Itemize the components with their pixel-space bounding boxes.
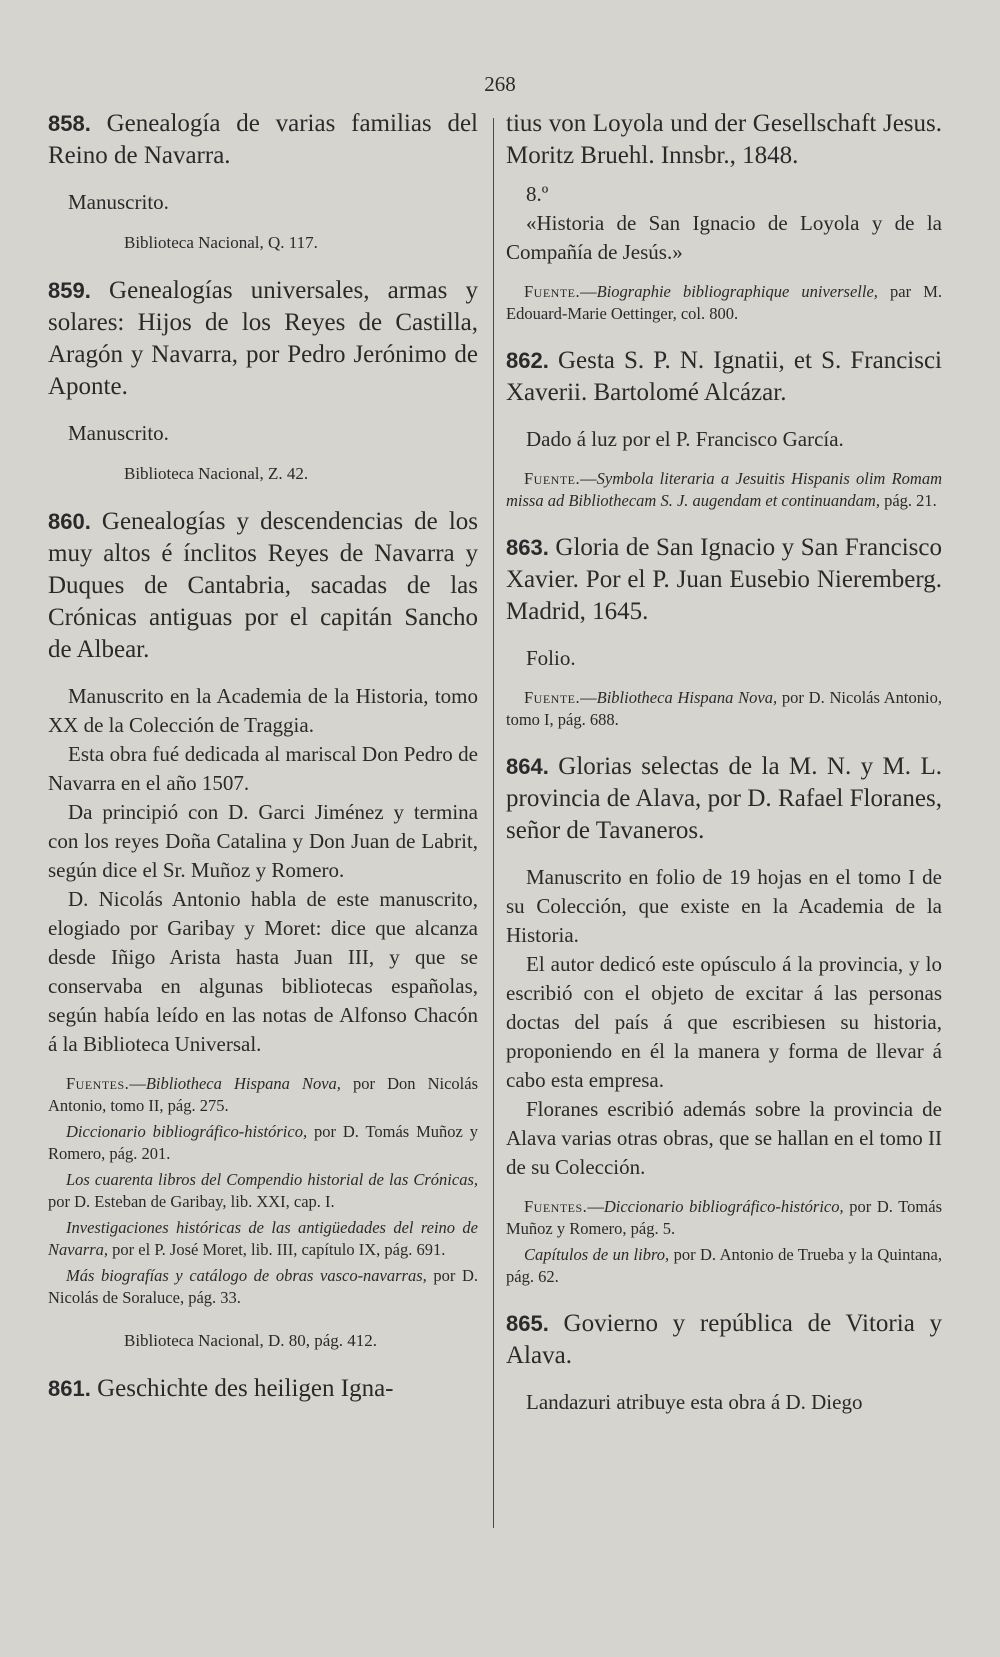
source-citation: Fuentes.—Diccionario bibliográfico-histórico, por D. Tomás Muñoz y Romero, pág. 5. xyxy=(506,1197,942,1238)
entry-title-text: Genealogías y descendencias de los muy altos é ínclitos Reyes de Navarra y Duques de Cantabria, sacadas de las Crónicas antiguas por el capitán Sancho de Albear. xyxy=(48,508,479,663)
entry-number: 865. xyxy=(506,1311,549,1336)
source-title: Investigaciones históricas de las antigüedades del reino de Navarra, xyxy=(48,1218,478,1259)
entry-number: 861. xyxy=(48,1376,91,1401)
entry-title xyxy=(48,1373,478,1405)
entry-title-text: Genealogías universales, armas y solares: Hijos de los Reyes de Castilla, Aragón y Navarra, por Pedro Jerónimo de Aponte. xyxy=(48,277,479,400)
source-lead: Fuente. xyxy=(524,469,581,488)
source-detail: pág. 21. xyxy=(884,491,937,510)
column-divider xyxy=(493,118,494,1528)
entry-paragraph: Floranes escribió además sobre la provincia de Alava varias otras obras, que se hallan en el tomo II de su Colección. xyxy=(506,1097,942,1179)
entry-title-text: Glorias selectas de la M. N. y M. L. provincia de Alava, por D. Rafael Floranes, señor de Tavaneros. xyxy=(506,753,942,844)
entry-863 xyxy=(506,532,942,731)
entry-number: 864. xyxy=(506,754,549,779)
entry-859 xyxy=(48,275,478,486)
entry-paragraph: Da principió con D. Garci Jiménez y termina con los reyes Doña Catalina y Don Juan de Labrit, según dice el Sr. Muñoz y Romero. xyxy=(48,800,478,882)
entry-number: 858. xyxy=(48,111,91,136)
entry-title xyxy=(506,532,942,628)
source-citation: Fuente.—Biographie bibliographique universelle, par M. Edouard-Marie Oettinger, col. 800. xyxy=(506,282,942,323)
source-detail: por Don Nicolás Antonio, tomo II, pág. 275. xyxy=(48,1074,478,1115)
source-title: Symbola literaria a Jesuitis Hispanis olim Romam missa ad Bibliothecam S. J. augendam et continuandam, xyxy=(506,469,942,510)
entry-title-text: Gesta S. P. N. Ignatii, et S. Francisci Xaverii. Bartolomé Alcázar. xyxy=(506,347,943,406)
source-lead: Fuente. xyxy=(524,688,581,707)
entry-title xyxy=(48,275,478,403)
source-title: Más biografías y catálogo de obras vasco-navarras, xyxy=(66,1266,427,1285)
source-detail: por D. Antonio de Trueba y la Quintana, pág. 62. xyxy=(506,1245,943,1286)
entry-865 xyxy=(506,1308,942,1417)
source-citation: Fuente.—Bibliotheca Hispana Nova, por D. Nicolás Antonio, tomo I, pág. 688. xyxy=(506,688,942,729)
source-title: Bibliotheca Hispana Nova, xyxy=(145,1074,341,1093)
source-title: Los cuarenta libros del Compendio historial de las Crónicas, xyxy=(66,1170,478,1189)
source-lead: Fuentes. xyxy=(66,1074,130,1093)
source-title: Capítulos de un libro, xyxy=(524,1245,670,1264)
left-column xyxy=(48,108,478,1421)
entry-quote: «Historia de San Ignacio de Loyola y de la Compañía de Jesús.» xyxy=(506,211,942,264)
library-location: Biblioteca Nacional, Z. 42. xyxy=(124,464,309,483)
right-column xyxy=(506,108,942,1417)
source-citation xyxy=(48,1217,478,1261)
entry-number: 863. xyxy=(506,535,549,560)
entry-note: Landazuri atribuye esta obra á D. Diego xyxy=(526,1390,863,1414)
entry-title xyxy=(48,108,478,172)
entry-title-text: Geschichte des heiligen Igna- xyxy=(97,1375,394,1402)
entry-paragraph: Manuscrito en folio de 19 hojas en el tomo I de su Colección, que existe en la Academia de la Historia. xyxy=(506,865,942,947)
entry-note: Manuscrito. xyxy=(68,190,169,214)
entry-title-text: Govierno y república de Vitoria y Alava. xyxy=(506,1310,942,1369)
source-title: Bibliotheca Hispana Nova, xyxy=(596,688,778,707)
library-location: Biblioteca Nacional, Q. 117. xyxy=(124,233,318,252)
entry-858 xyxy=(48,108,478,255)
source-detail: por D. Esteban de Garibay, lib. XXI, cap. I. xyxy=(48,1192,335,1211)
entry-format: 8.º xyxy=(526,182,549,206)
source-lead: Fuente. xyxy=(524,282,581,301)
entry-861 xyxy=(48,1373,478,1405)
entry-title xyxy=(48,506,478,666)
source-title: Diccionario bibliográfico-histórico, xyxy=(603,1197,844,1216)
entry-paragraph: Esta obra fué dedicada al mariscal Don Pedro de Navarra en el año 1507. xyxy=(48,742,478,795)
entry-paragraph: Manuscrito en la Academia de la Historia, tomo XX de la Colección de Traggia. xyxy=(48,684,478,737)
entry-title xyxy=(506,751,942,847)
source-detail: por D. Nicolás Antonio, tomo I, pág. 688. xyxy=(506,688,942,729)
entry-860 xyxy=(48,506,478,1353)
source-detail: par M. Edouard-Marie Oettinger, col. 800. xyxy=(506,282,942,323)
library-location: Biblioteca Nacional, D. 80, pág. 412. xyxy=(124,1331,378,1350)
source-citation: Fuentes.—Bibliotheca Hispana Nova, por Don Nicolás Antonio, tomo II, pág. 275. xyxy=(48,1074,478,1115)
entry-title xyxy=(506,345,942,409)
source-lead: Fuentes. xyxy=(524,1197,588,1216)
entry-864 xyxy=(506,751,942,1288)
entry-title xyxy=(506,1308,942,1372)
source-detail: por D. Tomás Muñoz y Romero, pág. 201. xyxy=(48,1122,478,1163)
page-number: 268 xyxy=(484,72,516,96)
source-detail: por D. Tomás Muñoz y Romero, pág. 5. xyxy=(506,1197,942,1238)
entry-format: Folio. xyxy=(526,646,576,670)
source-citation xyxy=(48,1265,478,1309)
entry-number: 860. xyxy=(48,509,91,534)
entry-paragraph: El autor dedicó este opúsculo á la provincia, y lo escribió con el objeto de excitar á las personas doctas del país á que escribiesen su historia, proponiendo en él la manera y forma de llevar á cabo esta empresa. xyxy=(506,952,942,1092)
entry-note: Dado á luz por el P. Francisco García. xyxy=(526,427,844,451)
source-citation xyxy=(506,1244,942,1288)
entry-number: 862. xyxy=(506,348,549,373)
entry-title-text: Genealogía de varias familias del Reino de Navarra. xyxy=(48,110,478,169)
source-title: Biographie bibliographique universelle, xyxy=(596,282,878,301)
source-citation xyxy=(48,1169,478,1213)
entry-number: 859. xyxy=(48,278,91,303)
source-detail: por D. Nicolás de Soraluce, pág. 33. xyxy=(48,1266,478,1307)
entry-861-continued xyxy=(506,108,942,325)
entry-title-text: Gloria de San Ignacio y San Francisco Xavier. Por el P. Juan Eusebio Nieremberg. Madrid, 1645. xyxy=(506,534,942,625)
source-detail: por el P. José Moret, lib. III, capítulo IX, pág. 691. xyxy=(112,1240,446,1259)
entry-title-text: tius von Loyola und der Gesellschaft Jesus. Moritz Bruehl. Innsbr., 1848. xyxy=(506,110,942,169)
entry-862 xyxy=(506,345,942,512)
source-title: Diccionario bibliográfico-histórico, xyxy=(66,1122,308,1141)
source-citation: Fuente.—Symbola literaria a Jesuitis Hispanis olim Romam missa ad Bibliothecam S. J. augendam et continuandam, pág. 21. xyxy=(506,469,942,510)
entry-paragraph: D. Nicolás Antonio habla de este manuscrito, elogiado por Garibay y Moret: dice que alcanza desde Iñigo Arista hasta Juan III, y que se conservaba en algunas bibliotecas españolas, según había leído en las notas de Alfonso Chacón á la Biblioteca Universal. xyxy=(48,887,478,1056)
source-citation xyxy=(48,1121,478,1165)
entry-note: Manuscrito. xyxy=(68,421,169,445)
